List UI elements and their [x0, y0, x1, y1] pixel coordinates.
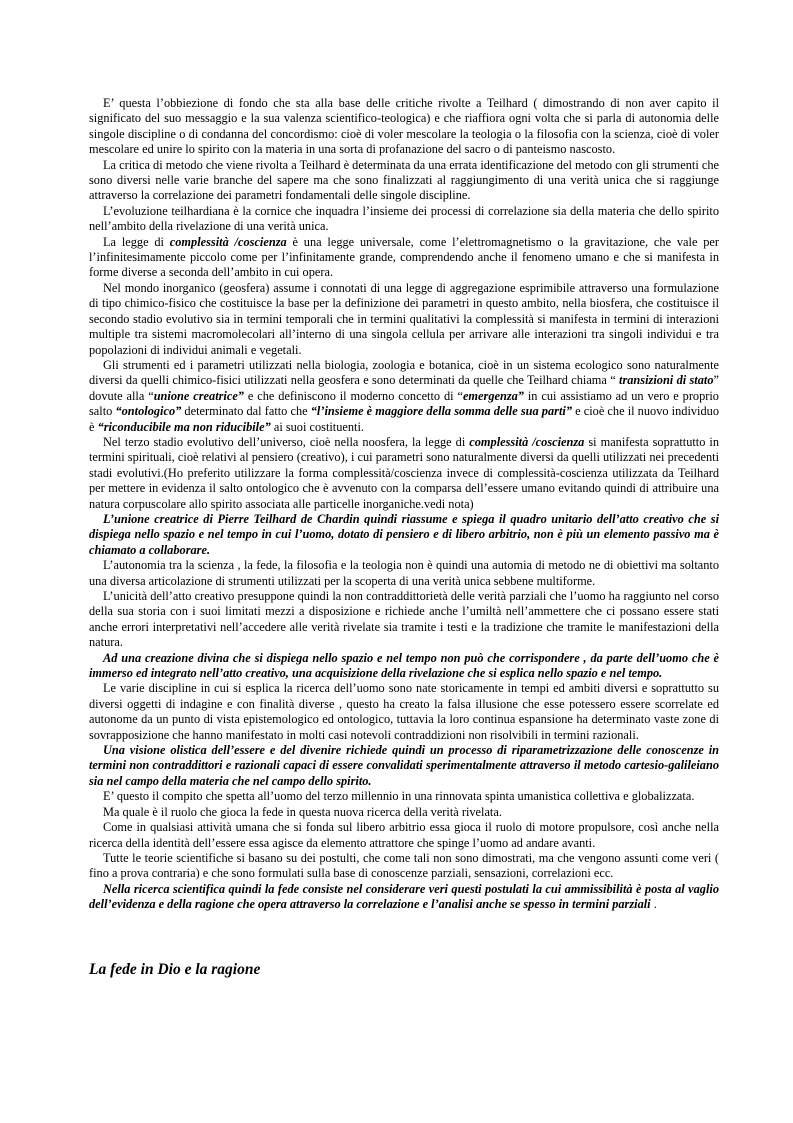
text-run: è una legge universale, come l’elettromagnetismo o la gravitazione, che vale per l’infinitesimamente piccolo come per l’infinitamente grande, comprendendo anche il fenomeno umano e che si manifesta in forme diverse a seconda dell’ambito in cui opera. — [89, 234, 719, 280]
emphasis-text: “riconducibile ma non riducibile” — [97, 419, 271, 434]
paragraph — [89, 235, 719, 281]
text-run: L’unione creatrice di Pierre Teilhard de Chardin quindi riassume e spiega il quadro unitario dell’atto creativo che si dispiega nello spazio e nel tempo in cui l’uomo, dotato di pensiero e di libero arbitrio, non è più un elemento passivo ma è chiamato a collaborare. — [89, 511, 719, 557]
text-run: in cui assistiamo ad un vero e proprio salto — [89, 388, 719, 419]
text-run: E’ questo il compito che spetta all’uomo del terzo millennio in una rinnovata spinta umanistica collettiva e globalizzata. — [103, 789, 695, 804]
emphasis-text: “l’insieme è maggiore della somma delle sua parti” — [310, 404, 572, 419]
text-run: L’autonomia tra la scienza , la fede, la filosofia e la teologia non è quindi una automia di metodo ne di obiettivi ma soltanto una diversa articolazione di strumenti utilizzati per la scoperta di una verità unica sebbene multiforme. — [89, 558, 719, 588]
emphasis-text: “ontologico” — [115, 404, 182, 419]
paragraph — [89, 281, 719, 358]
emphasis-text: unione creatrice” — [153, 388, 244, 403]
paragraph — [89, 158, 719, 204]
text-run: Come in qualsiasi attività umana che si fonda sul libero arbitrio essa gioca il ruolo di motore propulsore, così anche nella ricerca della identità dell’essere essa agisce da elemento attrattore che spinge l’uomo ad andare avanti. — [89, 820, 719, 850]
text-run: Nel mondo inorganico (geosfera) assume i connotati di una legge di aggregazione esprimibile attraverso una formulazione di tipo chimico-fisico che costituisce la base per la definizione dei parametri in questo ambito, nella biosfera, che costituisce il secondo stadio evolutivo sia in termini temporali che in termini qualitativi la complessità si manifesta in termini di interazioni multiple tra sistemi macromolecolari all’interno di una singola cellula per arrivare alle interazioni tra singoli individui e tra popolazioni di individui animali e vegetali. — [89, 280, 719, 357]
text-run: . — [650, 897, 657, 912]
text-run: Ma quale è il ruolo che gioca la fede in questa nuova ricerca della verità rivelata. — [103, 804, 502, 819]
emphasis-text: transizioni di stato — [619, 373, 714, 388]
emphasis-text: complessità /coscienza — [169, 234, 287, 249]
text-run: determinato dal fatto che — [181, 404, 311, 419]
text-run: Le varie discipline in cui si esplica la ricerca dell’uomo sono nate storicamente in tempi ed ambiti diversi e soprattutto su diversi oggetti di indagine e con finalità diverse , questo ha creato la falsa illusione che esse potessero essere scorrelate ed autonome da un punto di vista epistemologico ed ontologico, tuttavia la loro continua espansione ha determinato vaste zone di sovrapposizione che hanno manifestato in molti casi notevoli contraddizioni non risolvibili in termini razionali. — [89, 681, 719, 742]
text-run: e che definiscono il moderno concetto di “ — [243, 388, 463, 403]
text-run: si manifesta soprattutto in termini spirituali, cioè relativi al pensiero (creativo), i cui parametri sono naturalmente diversi da quelli utilizzati nei precedenti stadi evolutivi.(Ho preferito utilizzare la forma complessità/coscienza invece di complessità-coscienza utilizzata da Teilhard per mettere in evidenza il salto ontologico che è avvenuto con la comparsa dell’essere umano evitando quindi di attribuire una natura corpuscolare allo spirito associata alle particelle inorganiche.vedi nota) — [89, 434, 719, 511]
paragraph — [89, 204, 719, 235]
paragraph — [89, 96, 719, 158]
emphasis-text: Nella ricerca scientifica quindi la fede consiste nel considerare veri questi postulati la cui ammissibilità è posta al vaglio dell’evidenza e della ragione che opera attraverso la correlazione e l’analisi anche se spesso in termini parziali — [89, 881, 719, 912]
text-run: L’evoluzione teilhardiana è la cornice che inquadra l’insieme dei processi di correlazione sia della materia che dello spirito nell’ambito della rivelazione di una verità unica. — [89, 203, 719, 234]
paragraph — [89, 358, 719, 435]
text-run: Una visione olistica dell’essere e del divenire richiede quindi un processo di riparametrizzazione delle conoscenze in termini non contraddittori e razionali capaci di essere convalidati sperimentalmente attraverso il metodo cartesio-galileiano sia nel campo della materia che nel campo dello spirito. — [89, 743, 719, 788]
paragraph — [89, 820, 719, 851]
paragraph — [89, 681, 719, 743]
text-run: La critica di metodo che viene rivolta a Teilhard è determinata da una errata identificazione del metodo con gli strumenti che sono diversi nelle varie branche del sapere ma che sono finalizzati al raggiungimento di una verità unica che si raggiunge attraverso la correlazione dei parametri fondamentali delle singole discipline. — [89, 157, 719, 203]
text-run: Nel terzo stadio evolutivo dell’universo, cioè nella noosfera, la legge di — [103, 434, 470, 449]
paragraph — [89, 558, 719, 589]
text-run: e cioè che il nuovo individuo è — [89, 404, 719, 434]
emphasis-paragraph — [89, 651, 719, 682]
section-heading: La fede in Dio e la ragione — [89, 960, 261, 978]
text-run: Ad una creazione divina che si dispiega nello spazio e nel tempo non può che corrispondere , da parte dell’uomo che è immerso ed integrato nell’atto creativo, una acquisizione della rivelazione che si esplica nello spazio e nel tempo. — [89, 650, 719, 681]
text-run: L’unicità dell’atto creativo presuppone quindi la non contraddittorietà delle verità parziali che l’uomo ha raggiunto nel corso della sua storia con i suoi limitati mezzi a disposizione e richiede anche l’umiltà nell’ammettere che ci possano essere stati anche errori interpretativi nell’accedere alle verità rivelate sia tramite i testi e la tradizione che tramite le manifestazioni della natura. — [89, 589, 719, 650]
text-run: La legge di — [103, 234, 170, 249]
emphasis-paragraph — [89, 512, 719, 558]
emphasis-text: emergenza” — [462, 388, 524, 403]
emphasis-text: complessità /coscienza — [469, 434, 585, 449]
text-run: ai suoi costituenti. — [270, 419, 365, 434]
text-run: E’ questa l’obbiezione di fondo che sta alla base delle critiche rivolte a Teilhard ( dimostrando di non aver capito il significato del suo messaggio e la sua valenza scientifico-teologica) e che riaffiora ogni volta che si parla di autonomia delle singole discipline o di condanna del concordismo: cioè di voler mescolare la teologia o la filosofia con la scienza, cioè di voler mescolare ed unire lo spirito con la materia in una sorta di profanazione del sacro o di panteismo nascosto. — [89, 96, 719, 157]
text-run: Tutte le teorie scientifiche si basano su dei postulti, che come tali non sono dimostrati, ma che vengono assunti come veri ( fino a prova contraria) e che sono formulati sulla base di conoscenze parziali, sensazioni, correlazioni ecc. — [89, 850, 719, 881]
paragraph — [89, 435, 719, 512]
emphasis-paragraph — [89, 882, 719, 913]
text-run: ” dovute alla “ — [89, 373, 719, 403]
paragraph — [89, 589, 719, 651]
body-text — [89, 96, 719, 913]
paragraph — [89, 805, 719, 820]
paragraph — [89, 789, 719, 804]
paragraph — [89, 851, 719, 882]
document-page — [89, 96, 719, 979]
text-run: Gli strumenti ed i parametri utilizzati nella biologia, zoologia e botanica, cioè in un sistema ecologico sono naturalmente diversi da quelli chimico-fisici utilizzati nella geosfera e sono determinati da quelle che Teilhard chiama “ — [89, 357, 719, 388]
emphasis-paragraph — [89, 743, 719, 789]
